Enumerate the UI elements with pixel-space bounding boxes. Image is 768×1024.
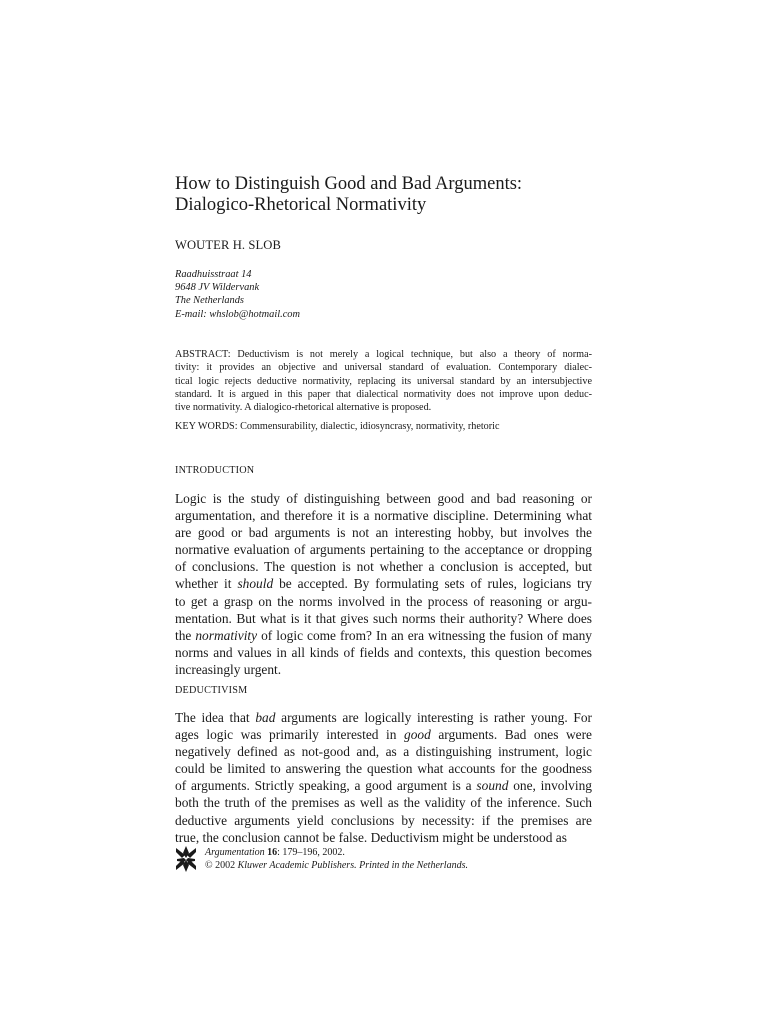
body-text-line bbox=[175, 575, 592, 592]
body-text-line bbox=[175, 644, 592, 661]
publisher-logo-icon bbox=[175, 846, 197, 872]
title-line-2: Dialogico-Rhetorical Normativity bbox=[175, 195, 427, 215]
address-email: E-mail: whslob@hotmail.com bbox=[175, 308, 301, 320]
copyright-year: 2002 bbox=[215, 860, 236, 871]
journal-volume: 16 bbox=[267, 847, 278, 858]
body-text: Logic is the study of distinguishing between good and bad reasoning or bbox=[175, 491, 592, 506]
body-text-line bbox=[175, 709, 592, 726]
introduction-paragraph bbox=[175, 490, 592, 678]
body-text-line bbox=[175, 777, 592, 794]
body-text: one, involving bbox=[508, 778, 592, 794]
body-text: arguments. Bad ones were bbox=[430, 727, 592, 743]
key-words: KEY WORDS: Commensurability, dialectic, idiosyncrasy, normativity, rhetoric bbox=[175, 421, 500, 432]
body-text: of conclusions. The question is not whether a conclusion is accepted, but bbox=[175, 559, 592, 575]
body-text: are good or bad arguments is not an interesting hobby, but involves the bbox=[175, 525, 592, 541]
emphasized-term: good bbox=[404, 727, 431, 743]
author-address bbox=[175, 268, 300, 321]
body-text: argumentation, and therefore it is a normative discipline. Determining what bbox=[175, 508, 592, 524]
body-text-line bbox=[175, 726, 592, 743]
publisher-text: Kluwer Academic Publishers. Printed in the Netherlands. bbox=[237, 860, 468, 871]
journal-name: Argumentation bbox=[205, 847, 265, 858]
body-text-line bbox=[175, 610, 592, 627]
title-line-1: How to Distinguish Good and Bad Arguments: bbox=[175, 174, 523, 194]
section-heading-introduction: INTRODUCTION bbox=[175, 465, 255, 476]
body-text: deductive arguments yield conclusions by necessity: if the premises are bbox=[175, 812, 592, 828]
address-street: Raadhuisstraat 14 bbox=[175, 269, 252, 280]
address-city: 9648 JV Wildervank bbox=[175, 282, 260, 294]
body-text-line bbox=[175, 812, 592, 829]
body-text-line bbox=[175, 558, 592, 575]
body-text: to get a grasp on the norms involved in the process of reasoning or argu- bbox=[175, 593, 592, 609]
body-text: increasingly urgent. bbox=[175, 661, 282, 677]
abstract-line: standard. It is argued in this paper that dialectical normativity does not improve upon deduc- bbox=[175, 388, 592, 400]
emphasized-term: should bbox=[237, 576, 274, 592]
body-text: could be limited to answering the question what accounts for the goodness bbox=[175, 761, 592, 777]
body-text-line bbox=[175, 541, 592, 558]
body-text: whether it bbox=[175, 576, 238, 592]
abstract-line: tivity: it provides an objective and universal standard of evaluation. Contemporary dialec- bbox=[175, 362, 592, 374]
abstract-line: tive normativity. A dialogico-rhetorical alternative is proposed. bbox=[175, 402, 432, 414]
deductivism-paragraph bbox=[175, 709, 592, 846]
abstract-line: ABSTRACT: Deductivism is not merely a logical technique, but also a theory of norma- bbox=[175, 349, 592, 360]
body-text-line bbox=[175, 829, 592, 846]
emphasized-term: normativity bbox=[195, 627, 258, 643]
body-text: the bbox=[175, 627, 196, 643]
emphasized-term: bad bbox=[255, 710, 276, 725]
body-text: norms and values in all kinds of fields and contexts, this question becomes bbox=[175, 644, 592, 660]
body-text: of arguments. Strictly speaking, a good argument is a bbox=[175, 778, 477, 794]
body-text: The idea that bbox=[175, 710, 256, 725]
body-text-line bbox=[175, 524, 592, 541]
author-name: WOUTER H. SLOB bbox=[175, 238, 281, 252]
body-text-line bbox=[175, 661, 592, 678]
body-text: both the truth of the premises as well as the validity of the inference. Such bbox=[175, 795, 592, 811]
footer-copyright-line bbox=[205, 859, 468, 872]
body-text: true, the conclusion cannot be false. Deductivism might be understood as bbox=[175, 829, 567, 845]
footer-citation-line bbox=[205, 846, 468, 859]
body-text: of logic come from? In an era witnessing the fusion of many bbox=[257, 627, 593, 643]
paper-title bbox=[175, 174, 605, 216]
section-heading-deductivism: DEDUCTIVISM bbox=[175, 685, 248, 696]
journal-pages-year: : 179–196, 2002. bbox=[277, 847, 345, 858]
copyright-symbol: © bbox=[205, 860, 213, 871]
body-text: ages logic was primarily interested in bbox=[175, 727, 404, 743]
body-text: normative evaluation of arguments pertaining to the acceptance or dropping bbox=[175, 542, 592, 558]
body-text-line bbox=[175, 593, 592, 610]
body-text-line bbox=[175, 760, 592, 777]
abstract-line: tical logic rejects deductive normativity, replacing its universal standard by an intersubjective bbox=[175, 375, 592, 387]
body-text-line bbox=[175, 627, 592, 644]
footer-citation bbox=[205, 846, 468, 872]
body-text: arguments are logically interesting is rather young. For bbox=[275, 710, 592, 725]
body-text-line bbox=[175, 490, 592, 507]
body-text: negatively defined as not-good and, as a distinguishing instrument, logic bbox=[175, 744, 592, 760]
emphasized-term: sound bbox=[476, 778, 509, 794]
body-text: be accepted. By formulating sets of rules, logicians try bbox=[273, 576, 592, 592]
address-country: The Netherlands bbox=[175, 295, 244, 307]
body-text-line bbox=[175, 743, 592, 760]
body-text: mentation. But what is it that gives such norms their authority? Where does bbox=[175, 610, 592, 626]
abstract bbox=[175, 348, 592, 414]
publication-footer bbox=[175, 846, 605, 876]
body-text-line bbox=[175, 507, 592, 524]
body-text-line bbox=[175, 794, 592, 811]
